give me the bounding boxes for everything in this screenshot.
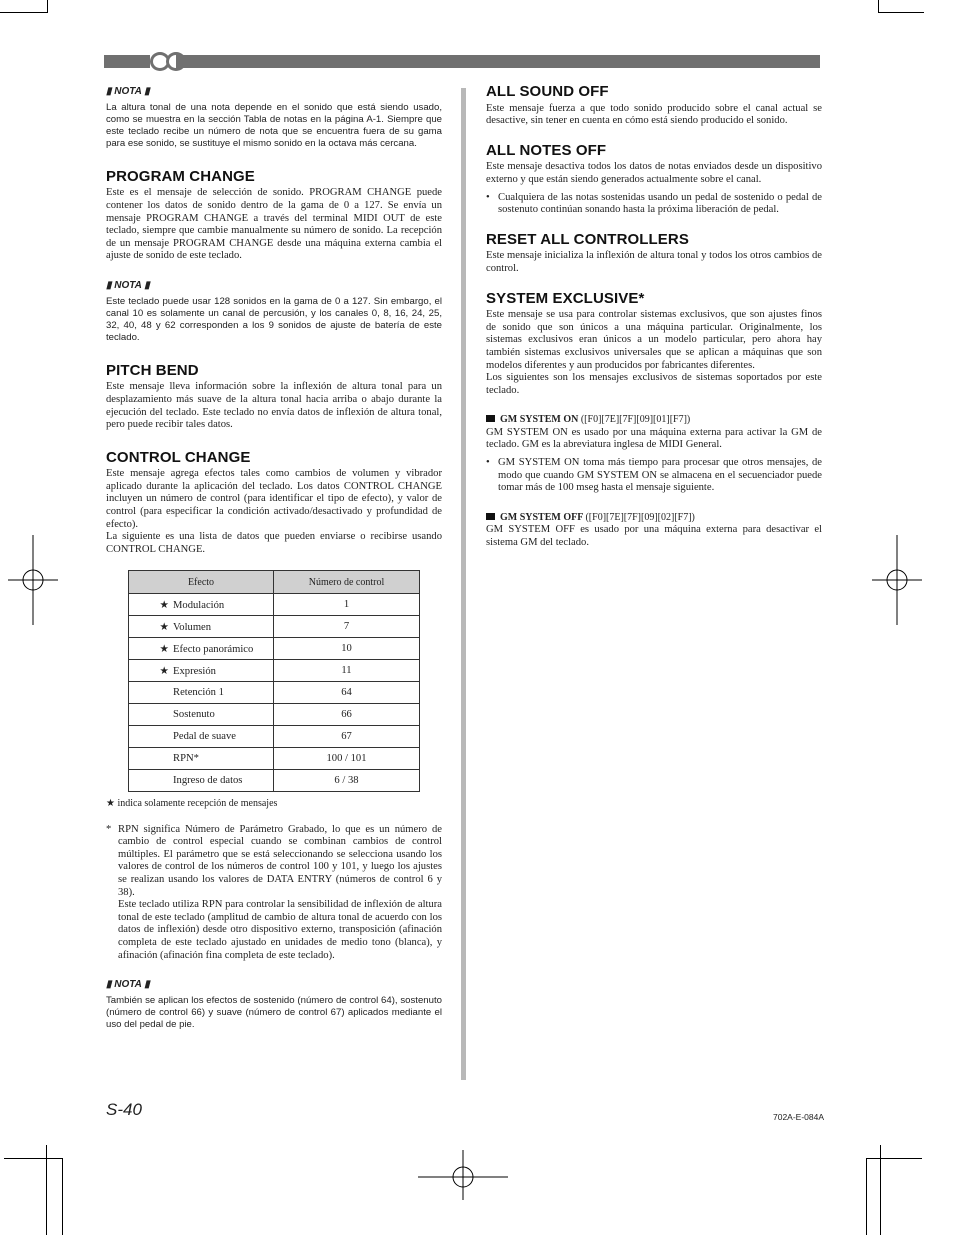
section-heading: PROGRAM CHANGE xyxy=(106,167,255,185)
rpn-footnote xyxy=(106,824,442,963)
crop-mark xyxy=(866,1158,867,1235)
note-text: También se aplican los efectos de sostenido (número de control 64), sostenuto (número de control 66) y suave (número de control 67) aplicados mediante el uso del pedal de pie. xyxy=(106,994,442,1031)
effect-cell xyxy=(129,638,274,660)
crop-mark xyxy=(4,1158,62,1159)
table-row xyxy=(129,616,420,638)
gm-off-heading: GM SYSTEM OFF ([F0][7E][7F][09][02][F7]) xyxy=(486,512,822,525)
star-icon: ★ xyxy=(159,621,169,633)
registration-mark xyxy=(8,535,58,625)
table-row xyxy=(129,770,420,792)
effect-label: Efecto panorámico xyxy=(173,643,254,655)
section-text: Este mensaje se usa para controlar sistemas exclusivos, que son ajustes finos de sonido que son únicos a una máquina particular. Originalmente, los sistemas exclusivos eran únicos a un modelo particular, pero ahora hay también sistemas exclusivos universales que se aplican a máquinas que son modelos diferentes y aun producidos por fabricantes diferentes. xyxy=(486,309,822,371)
section-text: Este mensaje fuerza a que todo sonido producido sobre el canal actual se desactive, sin tener en cuenta en cómo está siendo producido el sonido. xyxy=(486,102,822,127)
note-tag: ▮ NOTA ▮ xyxy=(106,979,150,991)
effect-cell xyxy=(129,616,274,638)
crop-mark xyxy=(0,12,48,13)
table-header: Efecto xyxy=(129,571,274,594)
effect-label: Ingreso de datos xyxy=(173,775,243,786)
bullet-mark: • xyxy=(486,191,490,203)
crop-mark xyxy=(880,1145,881,1235)
section-text: Los siguientes son los mensajes exclusivos de sistemas soportados por este teclado. xyxy=(486,372,822,396)
left-column xyxy=(106,86,442,556)
bullet-item xyxy=(486,457,822,495)
section-text: Este es el mensaje de selección de sonido. PROGRAM CHANGE puede contener los datos de sonido dentro de la gama de 0 a 127. Se envía un mensaje PROGRAM CHANGE a través del terminal MIDI OUT de este teclado, siempre que cambie manualmente su número de sonido. La recepción de un mensaje PROGRAM CHANGE desde una máquina externa cambia el ajuste de sonido de este teclado. xyxy=(106,187,442,262)
note-block xyxy=(106,979,442,1031)
star-icon: ★ xyxy=(159,599,169,611)
note-text: Este teclado puede usar 128 sonidos en la gama de 0 a 127. Sin embargo, el canal 10 es solamente un canal de percusión, y los canales 0, 8, 16, 24, 25, 32, 40, 48 y 62 corresponden a los 9 sonidos de ajuste de batería de este teclado. xyxy=(106,295,442,344)
section-heading: RESET ALL CONTROLLERS xyxy=(486,230,689,248)
note-block xyxy=(106,280,442,345)
section-heading: ALL SOUND OFF xyxy=(486,83,609,100)
section-heading: CONTROL CHANGE xyxy=(106,448,251,466)
control-number-cell: 67 xyxy=(274,726,420,748)
bullet-text: Cualquiera de las notas sostenidas usando un pedal de sostenido o pedal de sostenuto continúan sonando hasta la próxima liberación de pedal. xyxy=(498,191,822,216)
section-heading: ALL NOTES OFF xyxy=(486,141,607,159)
table-row xyxy=(129,726,420,748)
table-row xyxy=(129,704,420,726)
control-number-cell: 11 xyxy=(274,660,420,682)
effect-cell xyxy=(129,770,274,792)
gm-on-heading: GM SYSTEM ON ([F0][7E][7F][09][01][F7]) xyxy=(486,414,822,427)
footnote-text: RPN significa Número de Parámetro Grabado, lo que es un número de cambio de control especial cuando se combinan cambios de control múltiples. El parámetro que se está seleccionando se selecciona usando los valores de control de los números de control 100 y 101, y luego los ajustes se realizan usando los valores de DATA ENTRY (números de control 6 y 38). xyxy=(118,823,442,898)
effect-cell xyxy=(129,660,274,682)
table-row xyxy=(129,594,420,616)
star-footnote: ★ indica solamente recepción de mensajes xyxy=(106,798,278,809)
footnote-text: Este teclado utiliza RPN para controlar la sensibilidad de inflexión de altura tonal de este teclado (amplitud de cambio de altura tonal de acuerdo con los datos de inflexión) desde otro dispositivo externo, transposición (afinación completa de este teclado ajustado en unidades de medio tono (blanca), y afinación (afinación fina completa de este teclado). xyxy=(118,899,442,961)
square-bullet xyxy=(486,513,495,520)
crop-mark xyxy=(866,1158,922,1159)
section-text: La siguiente es una lista de datos que pueden enviarse o recibirse usando CONTROL CHANGE. xyxy=(106,531,442,555)
note-block xyxy=(106,86,442,151)
right-column xyxy=(486,83,822,550)
square-bullet xyxy=(486,415,495,422)
effect-cell xyxy=(129,594,274,616)
footnote-mark: * xyxy=(106,823,112,835)
section-heading: PITCH BEND xyxy=(106,361,199,379)
section-text: GM SYSTEM OFF es usado por una máquina externa para desactivar el sistema GM del teclado. xyxy=(486,524,822,549)
control-change-table xyxy=(128,570,420,792)
table-row xyxy=(129,682,420,704)
left-column-lower xyxy=(106,798,442,1032)
effect-label: Sostenuto xyxy=(173,709,215,720)
section-text: Este mensaje desactiva todos los datos de notas enviados desde un dispositivo externo y que están siendo generados actualmente sobre el canal. xyxy=(486,161,822,185)
note-tag: ▮ NOTA ▮ xyxy=(106,86,150,97)
section-text: Este mensaje lleva información sobre la inflexión de altura tonal para un desplazamiento más suave de la altura tonal hacia arriba o abajo durante la ejecución del teclado. Este teclado no envía datos de inflexión de altura tonal, pero puede recibir tales datos. xyxy=(106,381,442,431)
control-number-cell: 66 xyxy=(274,704,420,726)
crop-mark xyxy=(46,1145,47,1235)
note-text: La altura tonal de una nota depende en el sonido que está siendo usado, como se muestra en la sección Tabla de notas en la página A-1. Siempre que este teclado recibe un número de nota que se encuentra fuera de su gama para ese sonido, se sustituye el mismo sonido en la octava más cercana. xyxy=(106,101,442,150)
star-icon: ★ xyxy=(159,665,169,677)
table-header: Número de control xyxy=(274,571,420,594)
effect-label: Modulación xyxy=(173,599,225,611)
crop-mark xyxy=(878,0,879,12)
table-row xyxy=(129,748,420,770)
bullet-mark: • xyxy=(486,457,490,469)
section-heading: SYSTEM EXCLUSIVE* xyxy=(486,289,645,307)
section-text: GM SYSTEM ON es usado por una máquina externa para activar la GM de teclado. GM es la abreviatura inglesa de MIDI General. xyxy=(486,426,822,451)
control-number-cell: 6 / 38 xyxy=(274,770,420,792)
effect-cell xyxy=(129,726,274,748)
table-row xyxy=(129,660,420,682)
document-code: 702A-E-084A xyxy=(773,1112,825,1122)
effect-label: Expresión xyxy=(173,665,216,677)
control-number-cell: 1 xyxy=(274,594,420,616)
note-tag: ▮ NOTA ▮ xyxy=(106,279,150,291)
registration-mark xyxy=(418,1150,508,1200)
crop-mark xyxy=(62,1158,63,1235)
table-header-row xyxy=(129,571,420,594)
effect-label: Retención 1 xyxy=(173,687,224,698)
header-bar xyxy=(176,55,820,68)
column-divider xyxy=(461,88,466,1080)
effect-label: Volumen xyxy=(173,621,212,633)
table-row xyxy=(129,638,420,660)
effect-cell xyxy=(129,748,274,770)
control-number-cell: 7 xyxy=(274,616,420,638)
effect-label: RPN* xyxy=(173,753,199,764)
effect-cell xyxy=(129,682,274,704)
control-number-cell: 100 / 101 xyxy=(274,748,420,770)
bullet-text: GM SYSTEM ON toma más tiempo para procesar que otros mensajes, de modo que cuando GM SYSTEM ON se almacena en el secuenciador puede tomar más de 100 mseg hasta el mensaje siguiente. xyxy=(498,457,822,494)
effect-cell xyxy=(129,704,274,726)
header-bar-left xyxy=(104,55,150,68)
star-icon: ★ xyxy=(159,643,169,655)
effect-label: Pedal de suave xyxy=(173,731,236,742)
registration-mark xyxy=(872,535,922,625)
control-number-cell: 64 xyxy=(274,682,420,704)
control-number-cell: 10 xyxy=(274,638,420,660)
bullet-item xyxy=(486,192,822,217)
crop-mark xyxy=(47,0,48,12)
section-text: Este mensaje agrega efectos tales como cambios de volumen y vibrador aplicado durante la aplicación del teclado. Los datos CONTROL CHANGE incluyen un número de control (para identificar el tipo de efecto), y valor de control (para especificar la condición activado/desactivado y profundidad de efecto). xyxy=(106,468,442,530)
page-number: S-40 xyxy=(106,1100,142,1119)
section-text: Este mensaje inicializa la inflexión de altura tonal y todos los otros cambios de control. xyxy=(486,250,822,274)
crop-mark xyxy=(878,12,924,13)
